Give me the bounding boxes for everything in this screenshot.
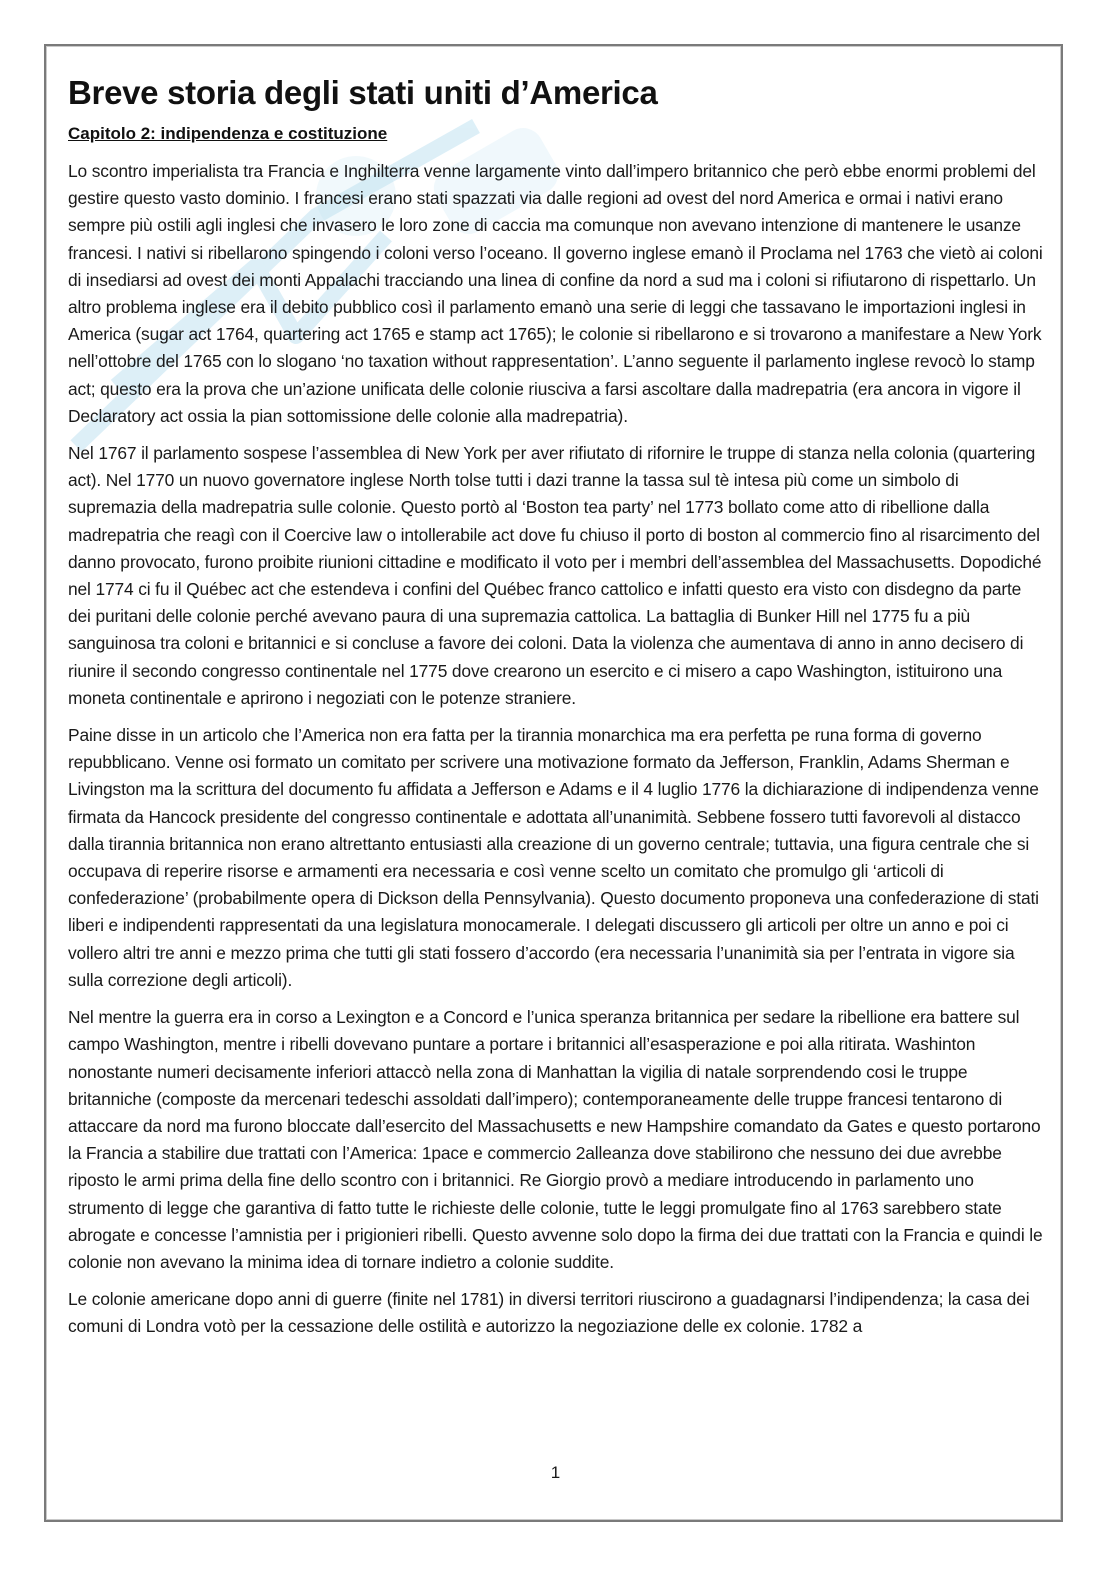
paragraph: Lo scontro imperialista tra Francia e Inghilterra venne largamente vinto dall’impero britannico che però ebbe enormi problemi del gestire questo vasto dominio. I francesi erano stati spazzati via dalle regioni ad ovest del nord America e ormai i nativi erano sempre più ostili agli inglesi che invasero le loro zone di caccia ma comunque non avevano intenzione di mantenere le usanze francesi. I nativi si ribellarono spingendo i coloni verso l’oceano. Il governo inglese emanò il Proclama nel 1763 che vietò ai coloni di insediarsi ad ovest dei monti Appalachi tracciando una linea di confine da nord a sud ma i coloni si rifiutarono di rispettarlo. Un altro problema inglese era il debito pubblico così il parlamento emanò una serie di leggi che tassavano le importazioni inglesi in America (sugar act 1764, quartering act 1765 e stamp act 1765); le colonie si ribellarono e si trovarono a manifestare a New York nell’ottobre del 1765 con lo slogano ‘no taxation without rappresentation’. L’anno seguente il parlamento inglese revocò lo stamp act; questo era la prova che un’azione unificata delle colonie riusciva a farsi ascoltare dalla madrepatria (era ancora in vigore il Declaratory act ossia la pian sottomissione delle colonie alla madrepatria). [68, 161, 1043, 426]
paragraph: Nel 1767 il parlamento sospese l’assemblea di New York per aver rifiutato di rifornire le truppe di stanza nella colonia (quartering act). Nel 1770 un nuovo governatore inglese North tolse tutti i dazi tranne la tassa sul tè intesa più come un simbolo di supremazia della madrepatria sulle colonie. Questo portò al ‘Boston tea party’ nel 1773 bollato come atto di ribellione dalla madrepatria che reagì con il Coercive law o intollerabile act dove fu chiuso il porto di boston al commercio fino al risarcimento del danno provocato, furono proibite riunioni cittadine e modificato il voto per i membri dell’assemblea del Massachusetts. Dopodiché nel 1774 ci fu il Québec act che estendeva i confini del Québec franco cattolico e infatti questo era visto con disdegno da parte dei puritani delle colonie perché avevano paura di una supremazia cattolica. La battaglia di Bunker Hill nel 1775 fu a più sanguinosa tra coloni e britannici e si concluse a favore dei coloni. Data la violenza che aumentava di anno in anno decisero di riunire il secondo congresso continentale nel 1775 dove crearono un esercito e ci misero a capo Washington, istituirono una moneta continentale e aprirono i negoziati con le potenze straniere. [68, 443, 1042, 708]
chapter-heading: Capitolo 2: indipendenza e costituzione [68, 124, 388, 143]
paragraph: Le colonie americane dopo anni di guerre (finite nel 1781) in diversi territori riuscirono a guadagnarsi l’indipendenza; la casa dei comuni di Londra votò per la cessazione delle ostilità e autorizzo la negoziazione delle ex colonie. 1782 a [68, 1289, 1030, 1337]
page-number: 1 [550, 1463, 561, 1482]
document-body [68, 74, 1043, 1351]
paragraph: Paine disse in un articolo che l’America non era fatta per la tirannia monarchica ma era perfetta pe runa forma di governo repubblicano. Venne osi formato un comitato per scrivere una motivazione formato da Jefferson, Franklin, Adams Sherman e Livingston ma la scrittura del documento fu affidata a Jefferson e Adams e il 4 luglio 1776 la dichiarazione di indipendenza venne firmata da Hancock presidente del congresso continentale e adottata all’unanimità. Sebbene fossero tutti favorevoli al distacco dalla tirannia britannica non erano altrettanto entusiasti alla creazione di un governo centrale; tuttavia, una figura centrale che si occupava di reperire risorse e armamenti era necessaria e così venne scelto un comitato che promulgo gli ‘articoli di confederazione’ (probabilmente opera di Dickson della Pennsylvania). Questo documento proponeva una confederazione di stati liberi e indipendenti rappresentati da una legislatura monocamerale. I delegati discussero gli articoli per oltre un anno e poi ci vollero altri tre anni e mezzo prima che tutti gli stati fossero d’accordo (era necessaria l’unanimità sia per l’entrata in vigore sia sulla correzione degli articoli). [68, 725, 1039, 990]
document-title: Breve storia degli stati uniti d’America [68, 74, 658, 111]
page-frame [44, 44, 1063, 1522]
paragraph: Nel mentre la guerra era in corso a Lexington e a Concord e l’unica speranza britannica per sedare la ribellione era battere sul campo Washington, mentre i ribelli dovevano puntare a portare i britannici all’esasperazione e poi alla ritirata. Washinton nonostante numeri decisamente inferiori attaccò nella zona di Manhattan la vigilia di natale sorprendendo cosi le truppe britanniche (composte da mercenari tedeschi assoldati dall’impero); contemporaneamente delle truppe francesi tentarono di attaccare da nord ma furono bloccate dall’esercito del Massachusetts e new Hampshire comandato da Gates e questo portarono la Francia a stabilire due trattati con l’America: 1pace e commercio 2alleanza dove stabilirono che nessuno dei due avrebbe riposto le armi prima della fine dello scontro con i britannici. Re Giorgio provò a mediare introducendo in parlamento uno strumento di legge che garantiva di fatto tutte le richieste delle colonie, tutte le leggi promulgate fino al 1763 sarebbero state abrogate e concesse l’amnistia per i prigionieri ribelli. Questo avvenne solo dopo la firma dei due trattati con la Francia e quindi le colonie non avevano la minima idea di tornare indietro a colonie suddite. [68, 1007, 1043, 1272]
